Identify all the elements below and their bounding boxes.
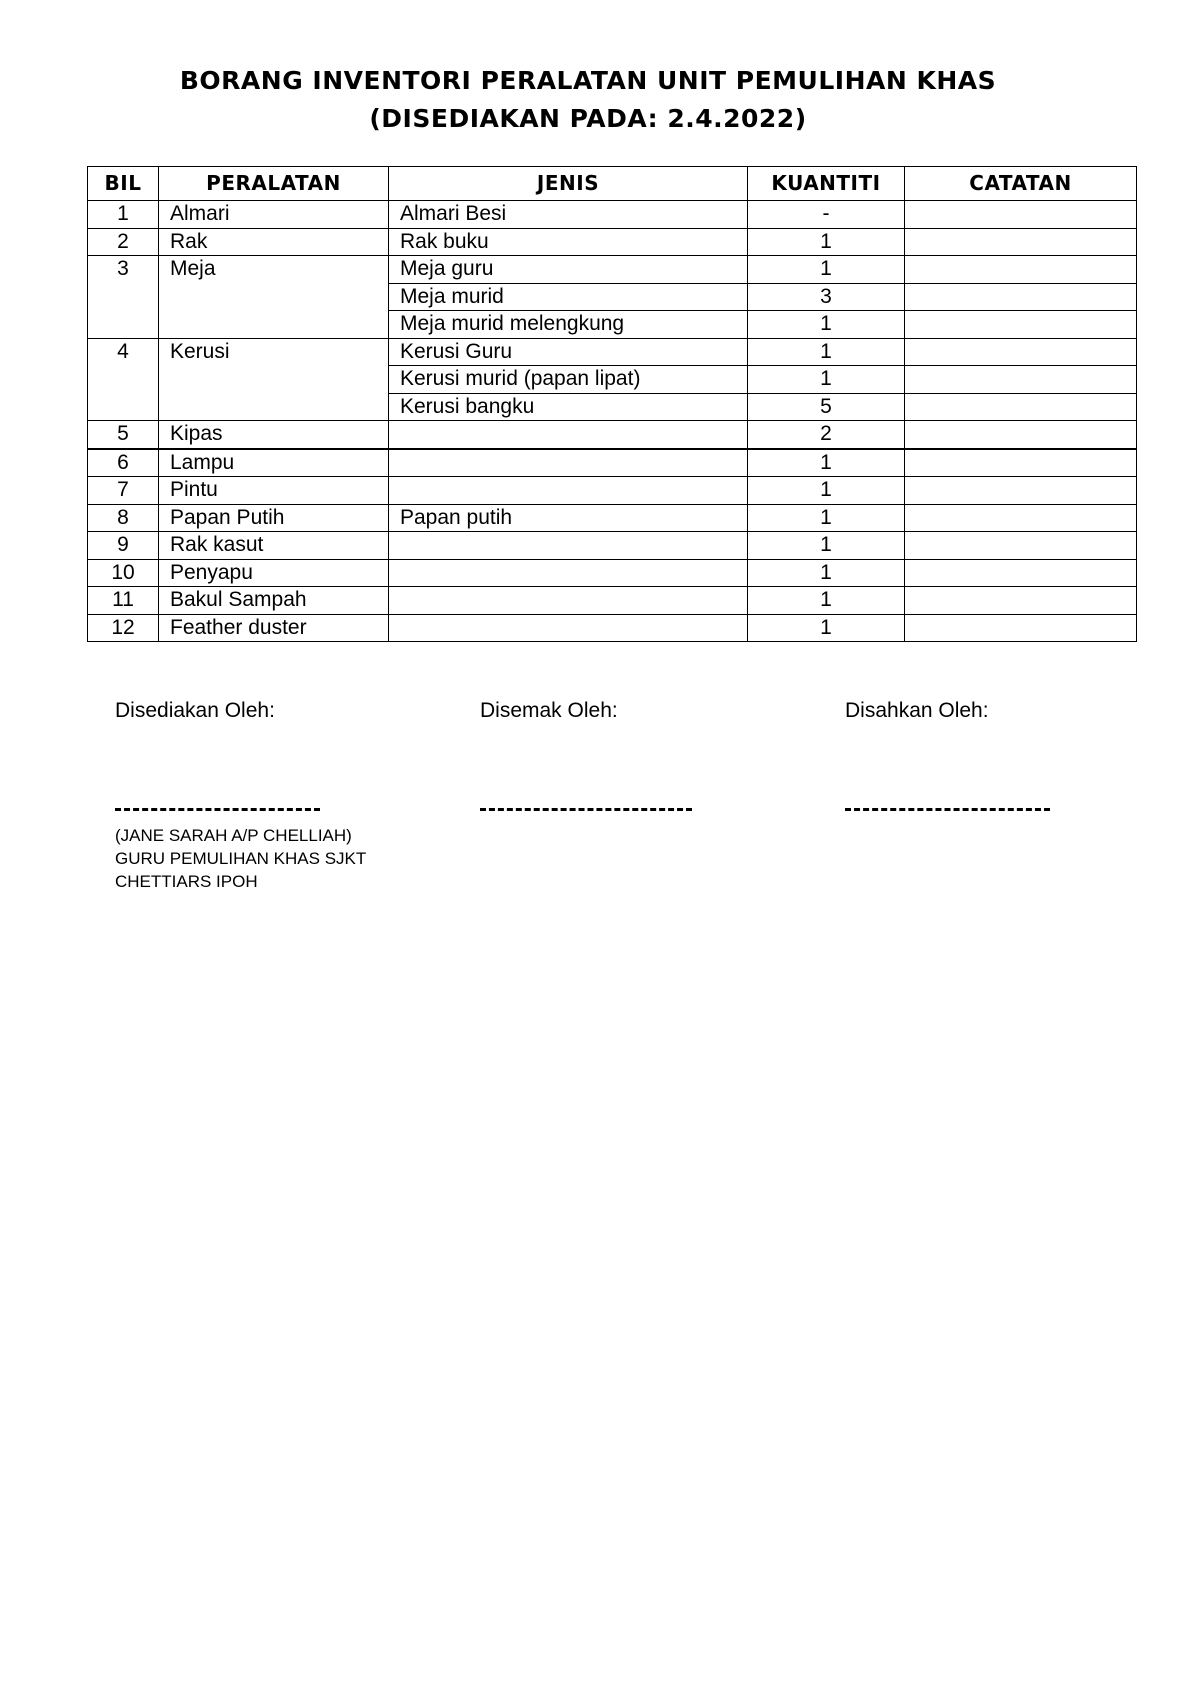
header-bil: BIL [88,167,159,201]
document-subtitle-date: (DISEDIAKAN PADA: 2.4.2022) [369,104,807,133]
cell-peralatan: Feather duster [159,614,389,642]
cell-bil: 1 [88,201,159,229]
table-row [88,587,1137,615]
cell-jenis [389,449,748,477]
cell-catatan [905,393,1137,421]
cell-catatan [905,338,1137,366]
cell-catatan [905,532,1137,560]
cell-jenis: Kerusi Guru [389,338,748,366]
cell-catatan [905,587,1137,615]
cell-kuantiti: 1 [748,311,905,339]
cell-kuantiti: 1 [748,504,905,532]
approved-signature-line [845,808,1050,811]
cell-kuantiti: 5 [748,393,905,421]
cell-kuantiti: 1 [748,587,905,615]
cell-peralatan: Kerusi [159,338,389,421]
preparer-name: (JANE SARAH A/P CHELLIAH) [115,826,352,845]
cell-jenis [389,421,748,449]
cell-catatan [905,614,1137,642]
cell-kuantiti: 1 [748,366,905,394]
cell-jenis [389,532,748,560]
cell-kuantiti: 1 [748,338,905,366]
cell-catatan [905,559,1137,587]
cell-catatan [905,477,1137,505]
cell-kuantiti: 1 [748,228,905,256]
cell-peralatan: Almari [159,201,389,229]
cell-bil: 7 [88,477,159,505]
checked-by-label: Disemak Oleh: [480,699,618,722]
cell-bil: 2 [88,228,159,256]
cell-catatan [905,504,1137,532]
cell-jenis [389,587,748,615]
table-row [88,559,1137,587]
cell-peralatan: Kipas [159,421,389,449]
table-row [88,256,1137,284]
header-catatan: CATATAN [905,167,1137,201]
cell-catatan [905,311,1137,339]
cell-catatan [905,449,1137,477]
cell-kuantiti: 1 [748,614,905,642]
cell-peralatan: Rak kasut [159,532,389,560]
cell-peralatan: Papan Putih [159,504,389,532]
cell-catatan [905,421,1137,449]
header-jenis: JENIS [389,167,748,201]
cell-kuantiti: 1 [748,477,905,505]
cell-bil: 3 [88,256,159,339]
cell-bil: 10 [88,559,159,587]
table-row [88,449,1137,477]
cell-bil: 8 [88,504,159,532]
cell-bil: 11 [88,587,159,615]
cell-kuantiti: 1 [748,256,905,284]
cell-peralatan: Pintu [159,477,389,505]
cell-catatan [905,228,1137,256]
cell-jenis: Rak buku [389,228,748,256]
approved-by-label: Disahkan Oleh: [845,699,989,722]
cell-jenis: Almari Besi [389,201,748,229]
cell-jenis: Meja guru [389,256,748,284]
preparer-title: GURU PEMULIHAN KHAS SJKT [115,849,367,868]
cell-jenis: Kerusi bangku [389,393,748,421]
cell-jenis: Kerusi murid (papan lipat) [389,366,748,394]
cell-jenis [389,559,748,587]
preparer-school: CHETTIARS IPOH [115,872,258,891]
cell-peralatan: Penyapu [159,559,389,587]
cell-peralatan: Meja [159,256,389,339]
cell-kuantiti: 2 [748,421,905,449]
cell-bil: 4 [88,338,159,421]
table-row [88,201,1137,229]
cell-jenis: Meja murid melengkung [389,311,748,339]
cell-kuantiti: 3 [748,283,905,311]
table-row [88,228,1137,256]
cell-kuantiti: 1 [748,449,905,477]
cell-jenis: Meja murid [389,283,748,311]
cell-peralatan: Rak [159,228,389,256]
cell-jenis [389,614,748,642]
cell-bil: 9 [88,532,159,560]
document-title: BORANG INVENTORI PERALATAN UNIT PEMULIHAN KHAS [179,66,997,95]
header-peralatan: PERALATAN [159,167,389,201]
cell-kuantiti: 1 [748,559,905,587]
table-row [88,504,1137,532]
table-body [88,201,1137,642]
cell-bil: 5 [88,421,159,449]
checked-signature-line [480,808,692,811]
cell-catatan [905,256,1137,284]
table-row [88,532,1137,560]
prepared-by-label: Disediakan Oleh: [115,699,275,722]
cell-jenis: Papan putih [389,504,748,532]
cell-catatan [905,366,1137,394]
cell-kuantiti: - [748,201,905,229]
cell-catatan [905,283,1137,311]
cell-peralatan: Lampu [159,449,389,477]
cell-kuantiti: 1 [748,532,905,560]
table-header-row [88,167,1137,201]
inventory-table [87,166,1137,642]
cell-catatan [905,201,1137,229]
cell-jenis [389,477,748,505]
table-row [88,614,1137,642]
preparer-details [115,824,366,893]
cell-bil: 6 [88,449,159,477]
cell-bil: 12 [88,614,159,642]
table-row [88,477,1137,505]
prepared-signature-line [115,808,320,811]
table-row [88,421,1137,449]
cell-peralatan: Bakul Sampah [159,587,389,615]
table-row [88,338,1137,366]
header-kuantiti: KUANTITI [748,167,905,201]
